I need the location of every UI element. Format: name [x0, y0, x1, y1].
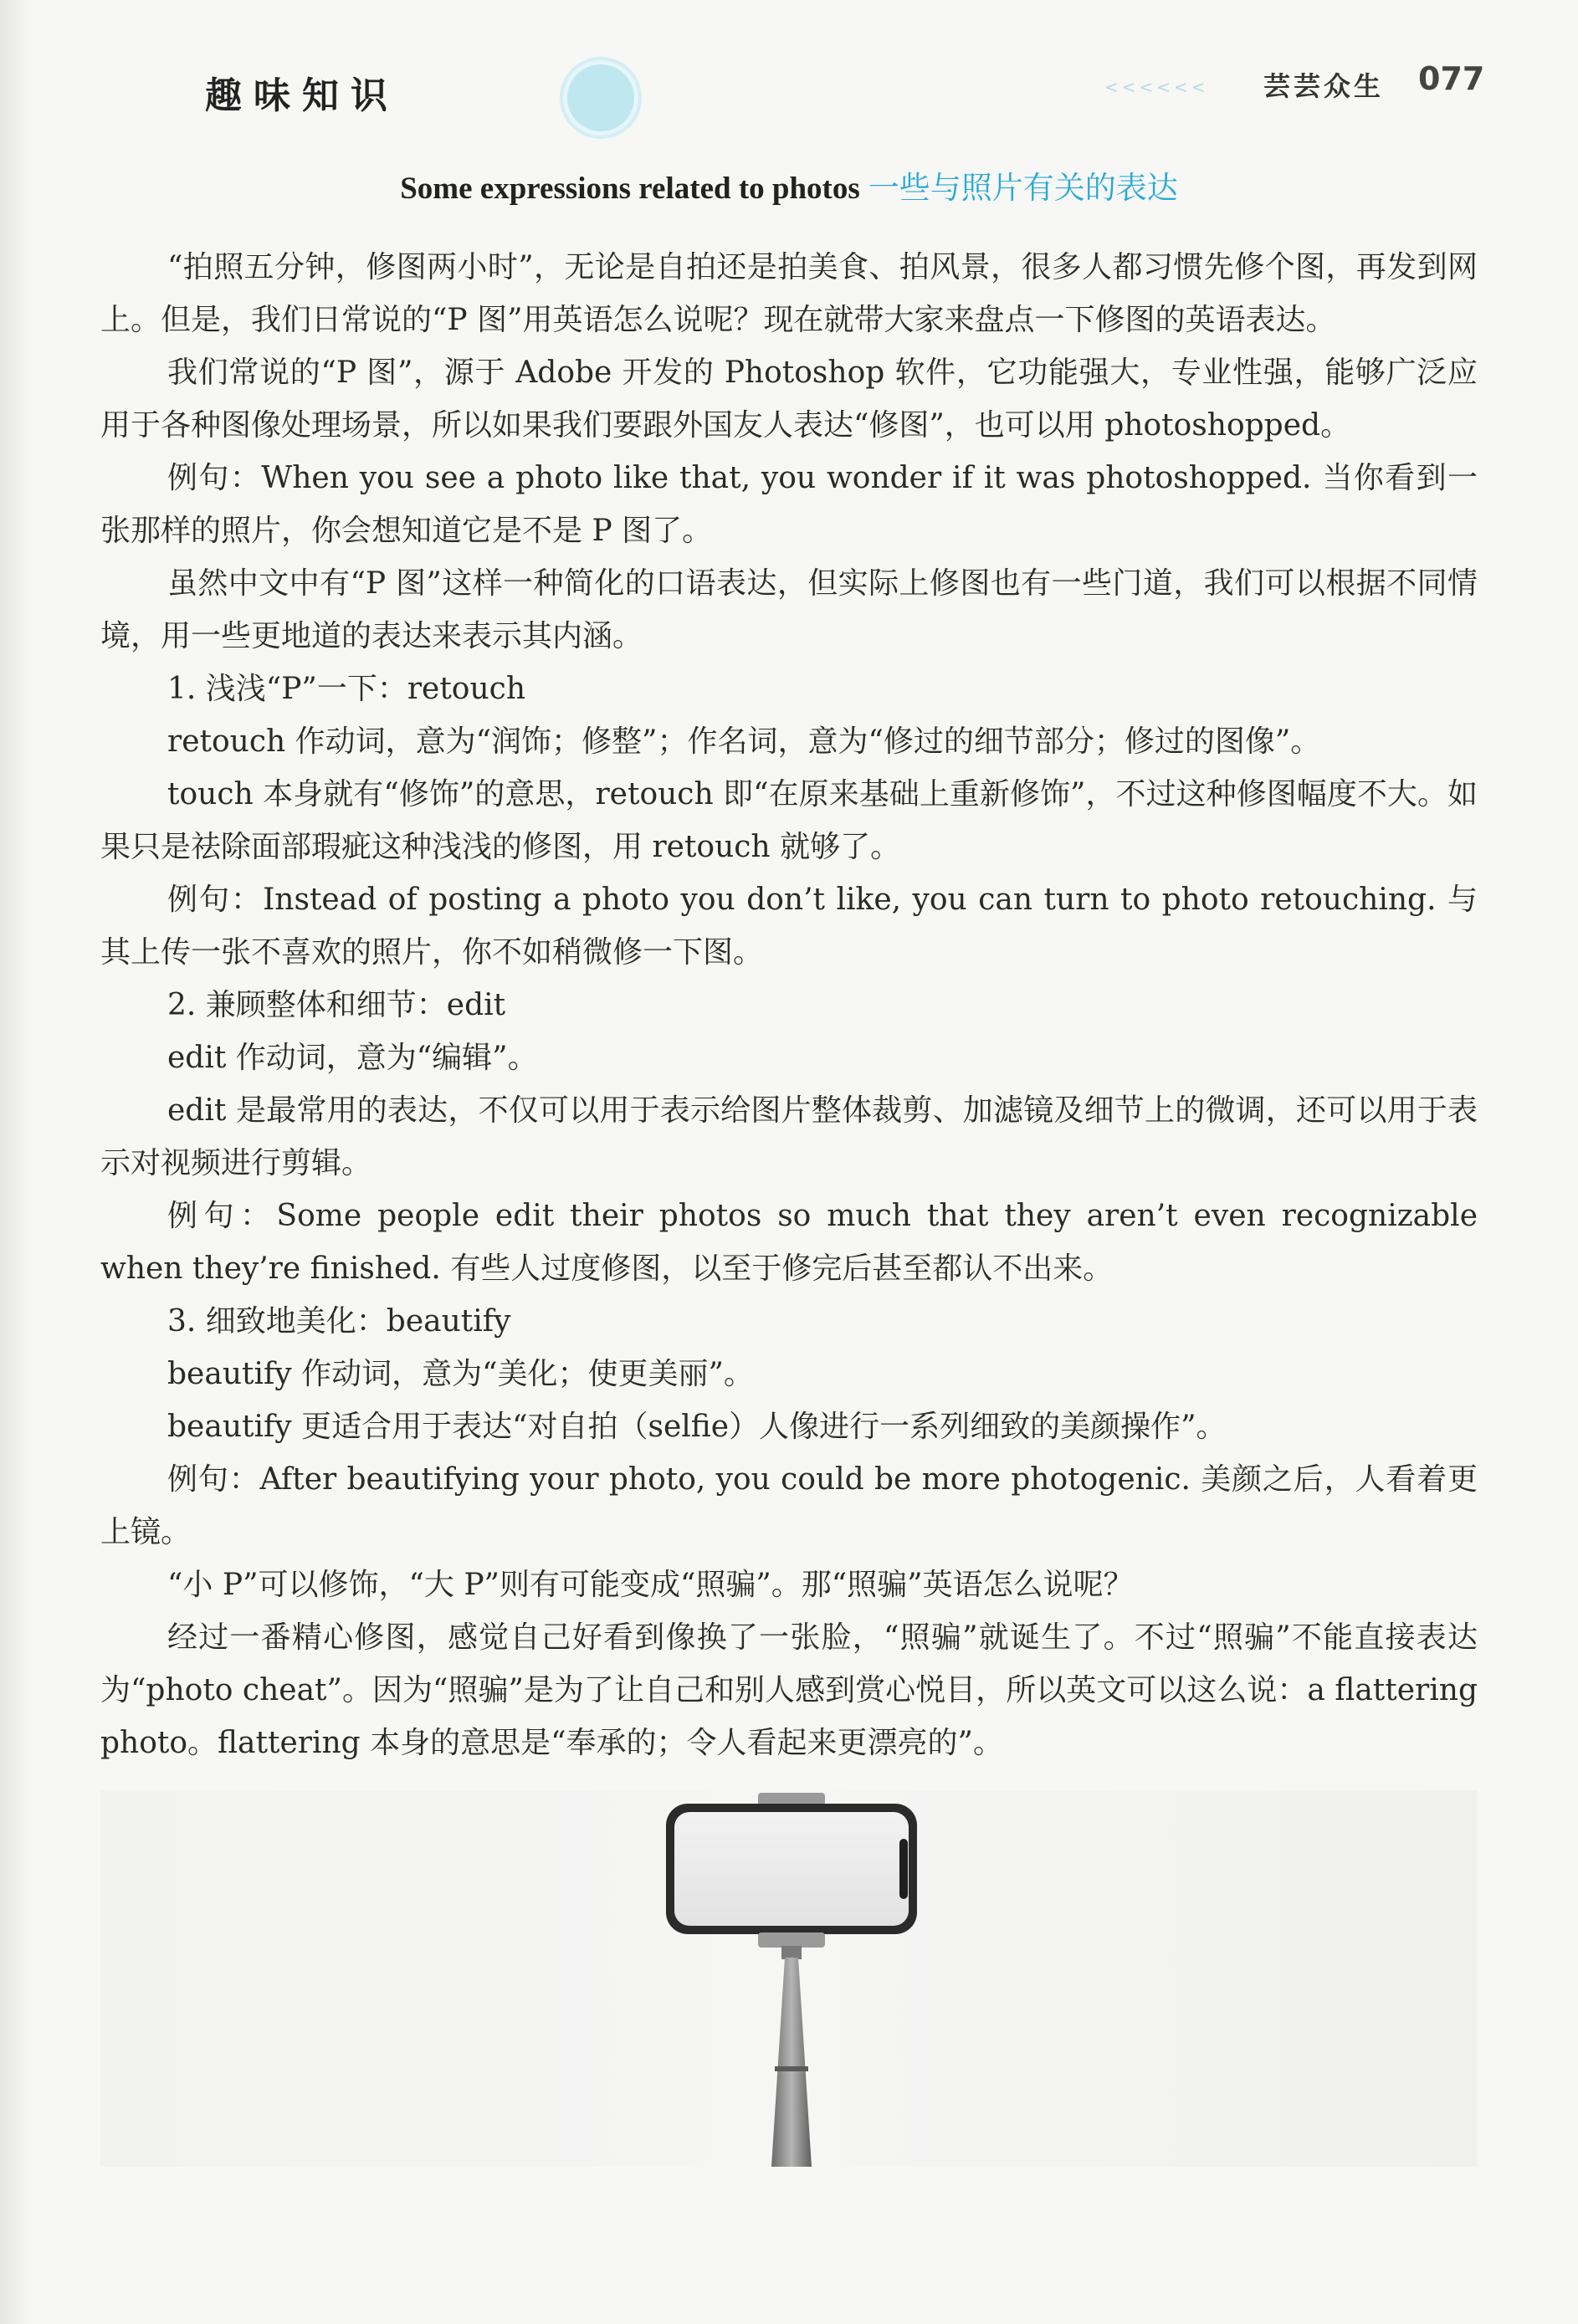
definition: edit 作动词，意为“编辑”。	[167, 1041, 538, 1075]
section-heading: 1. 浅浅“P”一下：retouch	[167, 672, 526, 706]
phone-on-selfie-stick-icon	[100, 1790, 1478, 2167]
paragraph: “小 P”可以修饰，“大 P”则有可能变成“照骗”。那“照骗”英语怎么说呢？	[167, 1568, 1134, 1602]
title-chinese: 一些与照片有关的表达	[868, 170, 1178, 206]
paragraph: 虽然中文中有“P 图”这样一种简化的口语表达，但实际上修图也有一些门道，我们可以根据不同情境，用一些更地道的表达来表示其内涵。	[100, 566, 1478, 653]
article-body	[100, 241, 1478, 1769]
section-heading: 3. 细致地美化：beautify	[167, 1304, 511, 1339]
example-sentence: 例句：After beautifying your photo, you could be more photogenic. 美颜之后，人看着更上镜。	[100, 1462, 1478, 1549]
section-name: 趣味知识	[205, 74, 399, 117]
page-number: 077	[1418, 60, 1485, 97]
example-sentence: 例句：Instead of posting a photo you don’t like, you can turn to photo retouching. 与其上传一张不喜欢的照片，你不如稍微修一下图。	[100, 883, 1478, 970]
decorative-circle-icon	[563, 60, 638, 136]
chapter-name: 芸芸众生	[1263, 70, 1385, 102]
paragraph: beautify 更适合用于表达“对自拍（selfie）人像进行一系列细致的美颜操作”。	[167, 1410, 1227, 1444]
paragraph: edit 是最常用的表达，不仅可以用于表示给图片整体裁剪、加滤镜及细节上的微调，还可以用于表示对视频进行剪辑。	[100, 1093, 1478, 1180]
example-sentence: 例句：Some people edit their photos so much that they aren’t even recognizable when they’re finished. 有些人过度修图，以至于修完后甚至都认不出来。	[100, 1199, 1478, 1286]
decorative-dashes: <<<<<<	[1104, 77, 1209, 97]
page-header	[0, 0, 1578, 167]
title-english: Some expressions related to photos	[400, 171, 860, 206]
paragraph: touch 本身就有“修饰”的意思，retouch 即“在原来基础上重新修饰”，不过这种修图幅度不大。如果只是祛除面部瑕疵这种浅浅的修图，用 retouch 就够了。	[100, 777, 1478, 864]
page-edge	[0, 0, 32, 2324]
definition: beautify 作动词，意为“美化；使更美丽”。	[167, 1357, 754, 1391]
paragraph: 经过一番精心修图，感觉自己好看到像换了一张脸，“照骗”就诞生了。不过“照骗”不能直接表达为“photo cheat”。因为“照骗”是为了让自己和别人感到赏心悦目，所以英文可以这么说：a flattering photo。flattering 本身的意思是“奉承的；令人看起来更漂亮的”。	[100, 1620, 1478, 1760]
selfie-illustration	[100, 1790, 1478, 2167]
article-title	[0, 167, 1578, 210]
paragraph: “拍照五分钟，修图两小时”，无论是自拍还是拍美食、拍风景，很多人都习惯先修个图，再发到网上。但是，我们日常说的“P 图”用英语怎么说呢？现在就带大家来盘点一下修图的英语表达。	[100, 250, 1478, 337]
paragraph: 我们常说的“P 图”，源于 Adobe 开发的 Photoshop 软件，它功能强大，专业性强，能够广泛应用于各种图像处理场景，所以如果我们要跟外国友人表达“修图”，也可以用 photoshopped。	[100, 356, 1478, 443]
definition: retouch 作动词，意为“润饰；修整”；作名词，意为“修过的细节部分；修过的图像”。	[167, 724, 1321, 759]
section-heading: 2. 兼顾整体和细节：edit	[167, 988, 506, 1022]
example-sentence: 例句：When you see a photo like that, you wonder if it was photoshopped. 当你看到一张那样的照片，你会想知道它是不是 P 图了。	[100, 461, 1478, 548]
